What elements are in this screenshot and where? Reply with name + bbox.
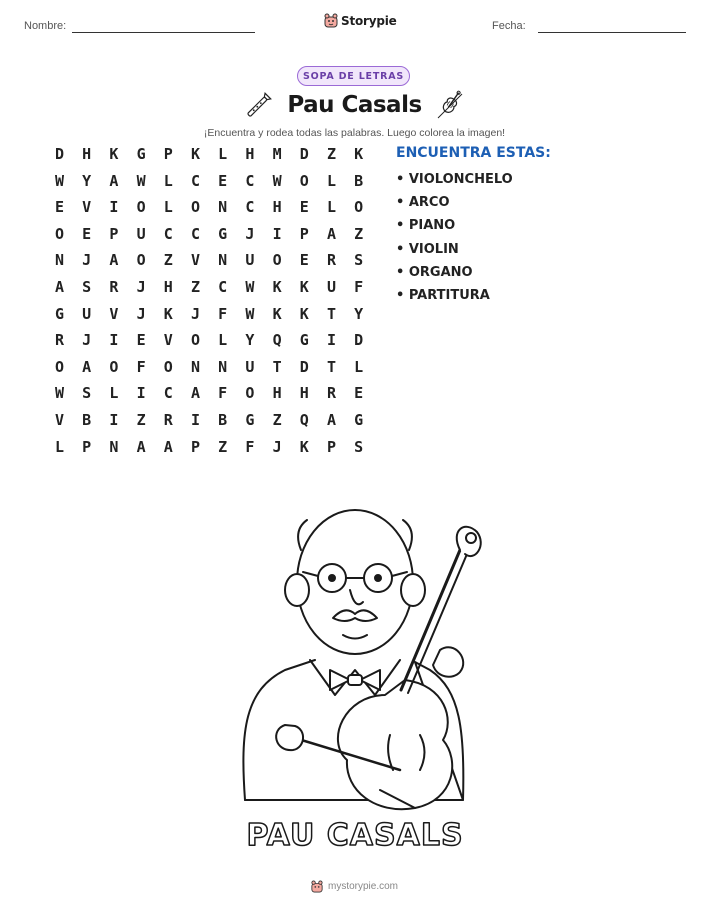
grid-letter[interactable]: T [326, 357, 337, 376]
grid-letter[interactable]: S [82, 278, 92, 296]
grid-letter[interactable]: E [218, 171, 228, 190]
grid-letter[interactable]: C [218, 278, 228, 296]
brand-logo [324, 13, 397, 28]
grid-letter[interactable]: O [109, 357, 119, 376]
grid-letter[interactable]: D [299, 357, 309, 376]
grid-letter[interactable]: Z [272, 411, 282, 429]
grid-letter[interactable]: C [163, 224, 173, 243]
activity-badge: SOPA DE LETRAS [297, 66, 410, 86]
grid-letter[interactable]: G [245, 411, 255, 429]
grid-letter[interactable]: E [299, 198, 309, 217]
grid-letter[interactable]: L [354, 357, 364, 376]
grid-letter[interactable]: V [109, 304, 119, 323]
grid-letter[interactable]: N [218, 357, 228, 376]
grid-letter[interactable]: Y [82, 171, 92, 190]
grid-letter[interactable]: G [218, 224, 228, 243]
grid-letter[interactable]: A [163, 437, 173, 456]
grid-letter[interactable]: O [136, 251, 146, 270]
grid-letter[interactable]: U [136, 224, 146, 243]
grid-letter[interactable]: P [163, 145, 173, 163]
grid-letter[interactable]: I [109, 331, 119, 350]
grid-letter[interactable]: N [109, 437, 119, 456]
grid-letter[interactable]: Z [218, 437, 228, 456]
grid-letter[interactable]: W [245, 304, 255, 323]
grid-letter[interactable]: J [136, 304, 146, 323]
grid-letter[interactable]: K [272, 278, 282, 296]
grid-letter[interactable]: F [245, 437, 255, 456]
grid-letter[interactable]: O [163, 357, 173, 376]
word-list-item: • ORGANO [396, 264, 473, 280]
grid-letter[interactable]: L [326, 171, 337, 190]
grid-letter[interactable]: N [54, 251, 65, 270]
footer [0, 880, 709, 893]
grid-letter[interactable]: F [354, 278, 364, 296]
grid-letter[interactable]: I [109, 411, 119, 429]
grid-letter[interactable]: V [163, 331, 173, 350]
grid-letter[interactable]: V [190, 251, 201, 270]
grid-letter[interactable]: W [54, 384, 65, 403]
violin-icon [434, 88, 466, 122]
grid-letter[interactable]: Z [354, 224, 364, 243]
grid-letter[interactable]: K [272, 304, 282, 323]
storypie-logo-icon [324, 13, 338, 28]
grid-letter[interactable]: D [354, 331, 364, 350]
illustration-caption: PAU CASALS [246, 818, 464, 853]
grid-letter[interactable]: F [218, 304, 228, 323]
grid-letter[interactable]: O [245, 384, 255, 403]
grid-letter[interactable]: B [354, 171, 364, 190]
grid-letter[interactable]: J [272, 437, 282, 456]
word-list-item: • PARTITURA [396, 287, 490, 303]
grid-letter[interactable]: I [109, 198, 119, 217]
grid-letter[interactable]: U [326, 278, 337, 296]
grid-letter[interactable]: H [82, 145, 92, 163]
grid-letter[interactable]: K [109, 145, 119, 163]
word-list-item: • VIOLONCHELO [396, 172, 513, 187]
grid-letter[interactable]: W [272, 171, 282, 190]
grid-letter[interactable]: Y [354, 304, 364, 323]
grid-letter[interactable]: K [299, 278, 309, 296]
word-list-item: • PIANO [396, 218, 456, 234]
grid-letter[interactable]: I [136, 384, 146, 403]
grid-letter[interactable]: C [163, 384, 173, 403]
grid-letter[interactable]: S [354, 251, 364, 270]
word-list-item: • ARCO [396, 195, 450, 211]
grid-letter[interactable]: A [136, 437, 146, 456]
grid-letter[interactable]: O [54, 357, 65, 376]
grid-letter[interactable]: K [299, 304, 309, 323]
grid-letter[interactable]: E [136, 331, 146, 350]
grid-letter[interactable]: I [272, 224, 282, 243]
grid-letter[interactable]: Z [326, 145, 337, 163]
grid-letter[interactable]: P [82, 437, 92, 456]
grid-letter[interactable]: R [54, 331, 65, 350]
grid-letter[interactable]: L [218, 145, 228, 163]
grid-letter[interactable]: C [190, 224, 201, 243]
grid-letter[interactable]: P [326, 437, 337, 456]
grid-letter[interactable]: F [136, 357, 146, 376]
grid-letter[interactable]: O [299, 171, 309, 190]
grid-letter[interactable]: D [299, 145, 309, 163]
grid-letter[interactable]: J [82, 251, 92, 270]
grid-letter[interactable]: K [163, 304, 173, 323]
grid-letter[interactable]: I [190, 411, 201, 429]
grid-letter[interactable]: N [218, 198, 228, 217]
grid-letter[interactable]: R [109, 278, 119, 296]
name-field-line [72, 32, 255, 33]
grid-letter[interactable]: R [326, 251, 337, 270]
grid-letter[interactable]: W [245, 278, 255, 296]
grid-letter[interactable]: J [190, 304, 201, 323]
grid-letter[interactable]: A [326, 224, 337, 243]
grid-letter[interactable]: A [82, 357, 92, 376]
grid-letter[interactable]: Q [299, 411, 309, 429]
grid-letter[interactable]: U [245, 357, 255, 376]
grid-letter[interactable]: P [109, 224, 119, 243]
grid-letter[interactable]: H [299, 384, 309, 403]
footer-url: mystorypie.com [327, 881, 398, 892]
grid-letter[interactable]: S [82, 384, 92, 403]
grid-letter[interactable]: T [326, 304, 337, 323]
grid-letter[interactable]: L [326, 198, 337, 217]
grid-letter[interactable]: Z [163, 251, 173, 270]
grid-letter[interactable]: A [190, 384, 201, 403]
grid-letter[interactable]: O [272, 251, 282, 270]
grid-letter[interactable]: O [136, 198, 146, 217]
grid-letter[interactable]: V [82, 198, 92, 217]
grid-letter[interactable]: I [326, 331, 337, 350]
grid-letter[interactable]: C [245, 171, 255, 190]
grid-letter[interactable]: O [54, 224, 65, 243]
grid-letter[interactable]: W [54, 171, 65, 190]
grid-letter[interactable]: C [245, 198, 255, 217]
grid-letter[interactable]: E [82, 224, 92, 243]
grid-letter[interactable]: L [54, 437, 65, 456]
grid-letter[interactable]: D [54, 145, 65, 163]
date-field-line [538, 32, 686, 33]
grid-letter[interactable]: L [109, 384, 119, 403]
grid-letter[interactable]: P [299, 224, 309, 243]
grid-letter[interactable]: Q [272, 331, 282, 350]
pau-casals-cellist-illustration [215, 490, 495, 860]
grid-letter[interactable]: H [163, 278, 173, 296]
grid-letter[interactable]: W [136, 171, 146, 190]
instructions-text: ¡Encuentra y rodea todas las palabras. Luego colorea la imagen! [203, 127, 506, 139]
grid-letter[interactable]: A [109, 251, 119, 270]
word-list-item: • VIOLIN [396, 241, 459, 257]
grid-letter[interactable]: H [245, 145, 255, 163]
grid-letter[interactable]: H [272, 384, 282, 403]
grid-letter[interactable]: Z [190, 278, 201, 296]
grid-letter[interactable]: J [136, 278, 146, 296]
grid-letter[interactable]: O [190, 331, 201, 350]
grid-letter[interactable]: H [272, 198, 282, 217]
grid-letter[interactable]: F [218, 384, 228, 403]
grid-letter[interactable]: K [190, 145, 201, 163]
grid-letter[interactable]: G [136, 145, 146, 163]
grid-letter[interactable]: U [245, 251, 255, 270]
grid-letter[interactable]: E [299, 251, 309, 270]
grid-letter[interactable]: O [354, 198, 364, 217]
grid-letter[interactable]: E [54, 198, 65, 217]
page-title: Pau Casals [287, 92, 422, 118]
grid-letter[interactable]: G [299, 331, 309, 350]
grid-letter[interactable]: R [163, 411, 173, 429]
grid-letter[interactable]: A [54, 278, 65, 296]
grid-letter[interactable]: B [82, 411, 92, 429]
grid-letter[interactable]: G [354, 411, 364, 429]
grid-letter[interactable]: U [82, 304, 92, 323]
grid-letter[interactable]: M [272, 145, 282, 163]
grid-letter[interactable]: P [190, 437, 201, 456]
name-label: Nombre: [24, 20, 67, 32]
grid-letter[interactable]: L [218, 331, 228, 350]
grid-letter[interactable]: O [190, 198, 201, 217]
grid-letter[interactable]: L [163, 171, 173, 190]
grid-letter[interactable]: A [109, 171, 119, 190]
grid-letter[interactable]: J [82, 331, 92, 350]
grid-letter[interactable]: E [354, 384, 364, 403]
grid-letter[interactable]: K [299, 437, 309, 456]
grid-letter[interactable]: G [54, 304, 65, 323]
brand-name: Storypie [341, 13, 397, 28]
grid-letter[interactable]: N [190, 357, 201, 376]
grid-letter[interactable]: T [272, 357, 282, 376]
date-label: Fecha: [492, 20, 526, 32]
grid-letter[interactable]: K [354, 145, 364, 163]
word-list-title: ENCUENTRA ESTAS: [396, 145, 551, 161]
grid-letter[interactable]: Y [245, 331, 255, 350]
grid-letter[interactable]: Z [136, 411, 146, 429]
grid-letter[interactable]: R [326, 384, 337, 403]
word-list [396, 172, 513, 311]
grid-letter[interactable]: B [218, 411, 228, 429]
grid-letter[interactable]: C [190, 171, 201, 190]
grid-letter[interactable]: J [245, 224, 255, 243]
storypie-logo-icon [311, 880, 323, 893]
grid-letter[interactable]: A [326, 411, 337, 429]
grid-letter[interactable]: V [54, 411, 65, 429]
grid-letter[interactable]: N [218, 251, 228, 270]
grid-letter[interactable]: S [354, 437, 364, 456]
grid-letter[interactable]: L [163, 198, 173, 217]
